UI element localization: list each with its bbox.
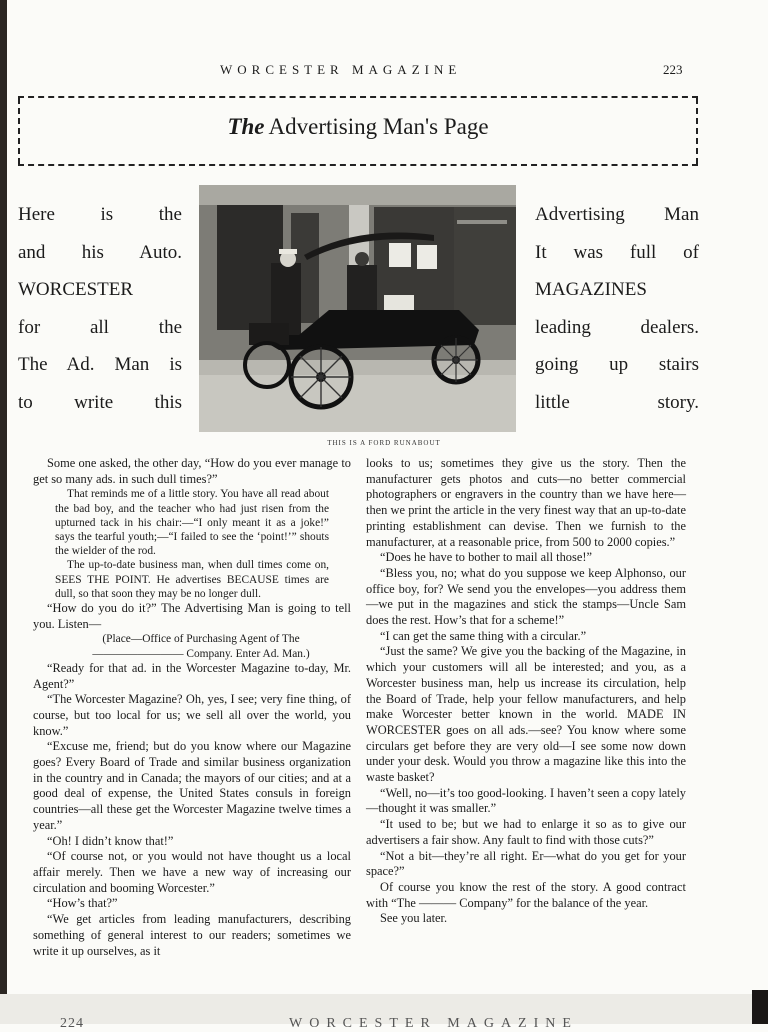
page-edge-shadow-right	[752, 990, 768, 1024]
article-paragraph: “How’s that?”	[47, 896, 118, 911]
article-paragraph: “Does he have to bother to mail all those!”	[380, 550, 592, 565]
article-paragraph: “Well, no—it’s too good-looking. I haven’t seen a copy lately—thought it was smaller.”	[366, 785, 686, 816]
left-side-line: and his Auto.	[18, 241, 182, 263]
article-paragraph: “Of course not, or you would not have thought us a local affair merely. Then we have a new way of increasing our circulation and booming Worcester.”	[33, 849, 351, 895]
right-side-line: MAGAZINES	[535, 279, 647, 300]
article-paragraph: “Oh! I didn’t know that!”	[47, 833, 174, 848]
article-paragraph: “Bless you, no; what do you suppose we keep Alphonso, our office boy, for? We send you the envelopes—you address them—we put in the magazines and stick the stamps—Uncle Sam does the rest. How’s that for a scheme!”	[366, 565, 686, 628]
article-paragraph: looks to us; sometimes they give us the story. Then the manufacturer gets photos and cuts—no better commercial photographers or engravers in the country than we have here—then we print the article in the very finest way that an up-to-date printing establishment can devise. Then we furnish to the manufacturer, at a reasonable price, from 500 to 2000 copies.”	[366, 456, 686, 549]
article-paragraph: “How do you do it?” The Advertising Man is going to tell you. Listen—	[33, 601, 351, 631]
article-paragraph: “Just the same? We give you the backing of the Magazine, in which your customers will all be interested; and you, as a Worcester business man, help us increase its circulation, help the Board of Trade, help your fellow manufacturers, and help make Worcester better known in the world. MADE IN WORCESTER goes on all ads.—see? You know where some circulars get before they are very old—I see some now down under your desk. Would you throw a magazine like this into the waste basket?	[366, 644, 686, 785]
article-paragraph	[51, 632, 351, 660]
article-paragraph: See you later.	[380, 911, 448, 926]
article-paragraph: “It used to be; but we had to enlarge it so as to give our advertisers a fair show. Any fault to find with those cuts?”	[366, 817, 686, 847]
article-paragraph: “I can get the same thing with a circular.”	[380, 628, 587, 643]
page-heading	[18, 114, 698, 140]
article-paragraph: Of course you know the rest of the story. A good contract with “The ——— Company” for the balance of the year.	[366, 879, 686, 910]
left-side-line: WORCESTER	[18, 279, 134, 300]
article-paragraph: Some one asked, the other day, “How do you ever manage to get so many ads. in such dull times?”	[33, 456, 351, 486]
next-page-title: WORCESTER MAGAZINE	[289, 1016, 578, 1031]
article-paragraph: “We get articles from leading manufacturers, describing something of general interest to our readers; sometimes we write it up ourselves, as it	[33, 912, 351, 958]
page-banner	[18, 96, 698, 166]
next-page-header	[60, 1016, 578, 1032]
heading-the: The	[227, 114, 265, 139]
running-head	[0, 62, 768, 80]
car-photo	[199, 185, 516, 432]
magazine-title: WORCESTER MAGAZINE	[220, 62, 462, 77]
car-photo-illustration	[199, 185, 516, 432]
stage-direction-line: (Place—Office of Purchasing Agent of The	[102, 633, 300, 646]
left-side-line: to write this	[18, 391, 182, 413]
next-page-number: 224	[60, 1016, 84, 1031]
heading-text: Advertising Man's Page	[268, 114, 489, 139]
photo-caption: THIS IS A FORD RUNABOUT	[327, 439, 441, 447]
article-paragraph: That reminds me of a little story. You have all read about the bad boy, and the teacher who had just risen from the upturned tack in his chair:—“I only meant it as a joke!” says the tearful youth;—“I failed to see the ‘point!’” shouts the wielder of the rod.	[55, 488, 329, 558]
article-paragraph: “Ready for that ad. in the Worcester Magazine to-day, Mr. Agent?”	[33, 660, 351, 691]
article-paragraph: “Excuse me, friend; but do you know where our Magazine goes? Every Board of Trade and similar business organization in the country and in Canada; the mayors of our cities; and at a good deal of expense, the United States consuls in foreign countries—all these get the Worcester Magazine twelve times a year.”	[33, 739, 351, 832]
right-side-line: going up stairs	[535, 354, 699, 375]
article-paragraph: “Not a bit—they’re all right. Er—what do you get for your space?”	[366, 848, 686, 879]
stage-direction-line: ———————— Company. Enter Ad. Man.)	[92, 647, 310, 660]
right-side-line: Advertising Man	[535, 204, 699, 225]
article-column-1	[33, 456, 351, 959]
article-paragraph: The up-to-date business man, when dull times come on, SEES THE POINT. He advertises BECAUSE times are dull, so that soon they may be no longer dull.	[55, 559, 329, 600]
right-side-line: little story.	[535, 391, 699, 413]
right-side-line: It was full of	[535, 241, 699, 263]
right-side-line: leading dealers.	[535, 316, 699, 338]
left-side-line: The Ad. Man is	[18, 354, 182, 375]
left-side-line: for all the	[18, 316, 182, 338]
page-edge-shadow	[0, 0, 7, 1024]
page-number: 223	[663, 62, 683, 77]
article-paragraph: “The Worcester Magazine? Oh, yes, I see; very fine thing, of course, but too local for us; we sell all over the world, you know.”	[33, 692, 351, 738]
left-side-line: Here is the	[18, 204, 182, 225]
article-column-2	[366, 456, 686, 927]
